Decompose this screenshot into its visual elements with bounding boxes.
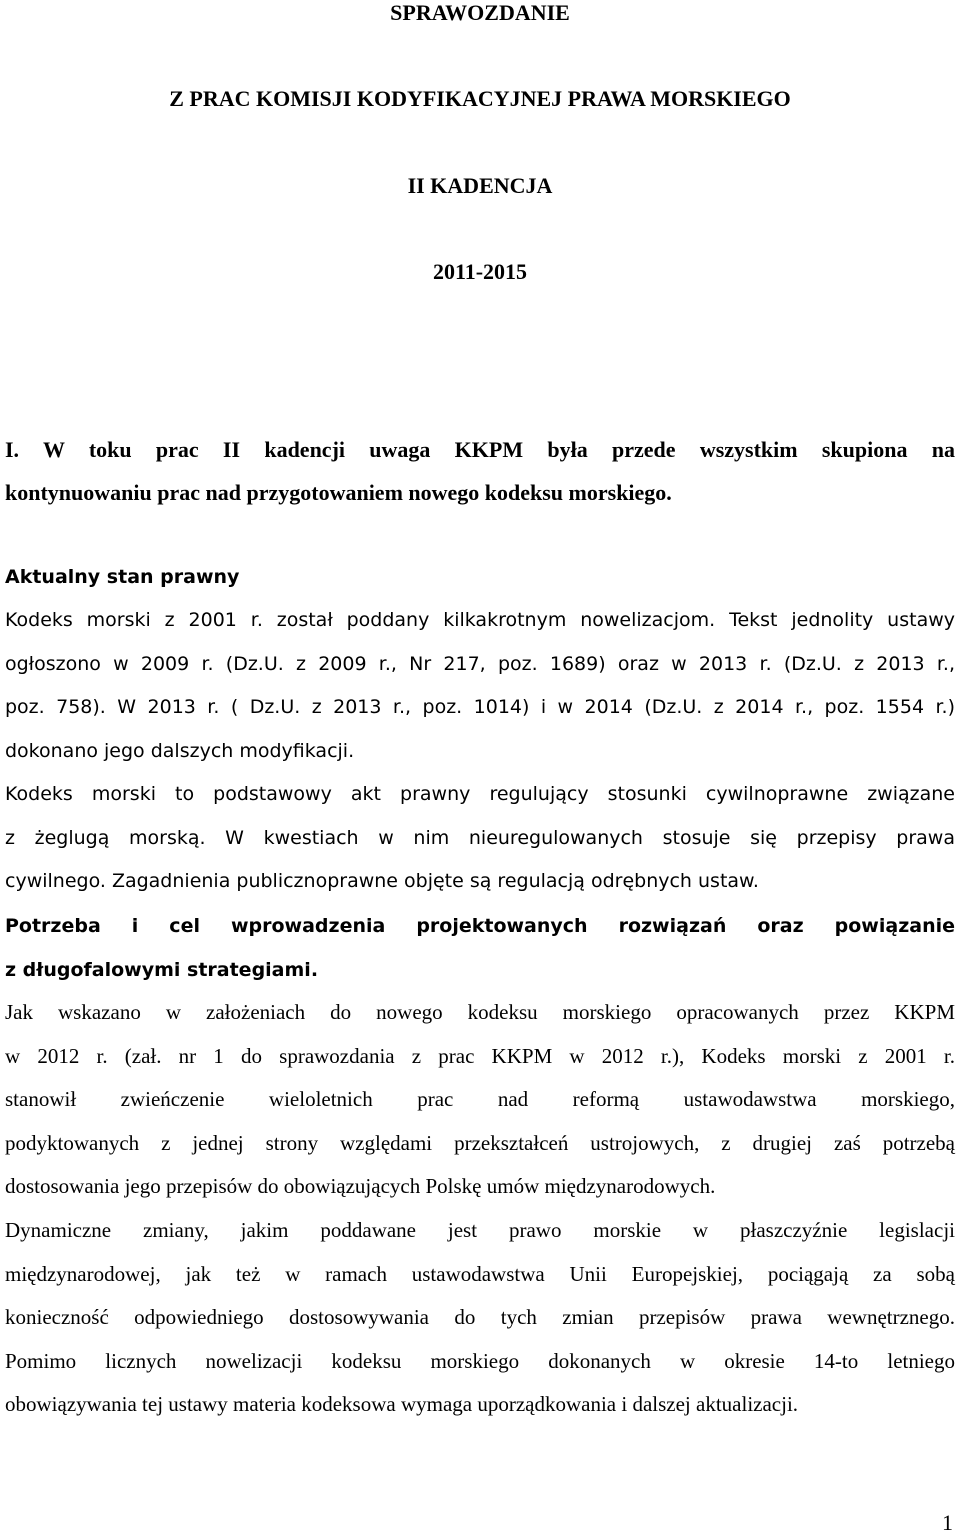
intro-line-1: I. W toku prac II kadencji uwaga KKPM była przede wszystkim skupiona na — [5, 437, 955, 462]
section-heading-legal-status: Aktualny stan prawny — [5, 566, 240, 588]
body-line: międzynarodowej, jak też w ramach ustawodawstwa Unii Europejskiej, pociągają za sobą — [5, 1261, 955, 1286]
body-line: konieczność odpowiedniego dostosowywania do tych zmian przepisów prawa wewnętrznego. — [5, 1305, 955, 1330]
intro-line-2: kontynuowaniu prac nad przygotowaniem nowego kodeksu morskiego. — [5, 480, 672, 505]
body-line: Jak wskazano w założeniach do nowego kodeksu morskiego opracowanych przez KKPM — [5, 1000, 955, 1024]
body-line: Pomimo licznych nowelizacji kodeksu morskiego dokonanych w okresie 14-to letniego — [5, 1348, 955, 1373]
document-subtitle: Z PRAC KOMISJI KODYFIKACYJNEJ PRAWA MORSKIEGO — [169, 86, 791, 111]
section-purpose-body — [5, 991, 955, 1427]
body-line: ogłoszono w 2009 r. (Dz.U. z 2009 r., Nr 217, poz. 1689) oraz w 2013 r. (Dz.U. z 2013 r., — [5, 652, 955, 675]
page-number: 1 — [942, 1510, 953, 1535]
body-line: poz. 758). W 2013 r. ( Dz.U. z 2013 r., poz. 1014) i w 2014 (Dz.U. z 2014 r., poz. 1554 r.) — [5, 696, 955, 718]
body-line: Kodeks morski z 2001 r. został poddany kilkakrotnym nowelizacjom. Tekst jednolity ustawy — [5, 609, 955, 631]
document-term: II KADENCJA — [407, 173, 553, 198]
body-line: z żeglugą morską. W kwestiach w nim nieuregulowanych stosuje się przepisy prawa — [5, 826, 955, 849]
body-line: cywilnego. Zagadnienia publicznoprawne objęte są regulacją odrębnych ustaw. — [5, 870, 759, 892]
body-line: w 2012 r. (zał. nr 1 do sprawozdania z prac KKPM w 2012 r.), Kodeks morski z 2001 r. — [5, 1043, 955, 1068]
body-line: podyktowanych z jednej strony względami przekształceń ustrojowych, z drugiej zaś potrzebą — [5, 1130, 955, 1155]
document-years: 2011-2015 — [432, 259, 528, 284]
body-line: dostosowania jego przepisów do obowiązujących Polskę umów międzynarodowych. — [5, 1174, 716, 1199]
body-line: obowiązywania tej ustawy materia kodeksowa wymaga uporządkowania i dalszej aktualizacji. — [5, 1392, 799, 1417]
intro-paragraph — [5, 428, 955, 514]
section-legal-status-body — [5, 599, 955, 904]
heading-line-2: z długofalowymi strategiami. — [5, 958, 319, 981]
body-line: stanowił zwieńczenie wieloletnich prac nad reformą ustawodawstwa morskiego, — [5, 1087, 955, 1112]
body-line: Dynamiczne zmiany, jakim poddawane jest prawo morskie w płaszczyźnie legislacji — [5, 1217, 955, 1242]
body-line: Kodeks morski to podstawowy akt prawny regulujący stosunki cywilnoprawne związane — [5, 783, 955, 805]
heading-line-1: Potrzeba i cel wprowadzenia projektowanych rozwiązań oraz powiązanie — [5, 915, 955, 937]
document-title: SPRAWOZDANIE — [390, 0, 570, 25]
section-heading-purpose — [5, 905, 955, 992]
body-line: dokonano jego dalszych modyfikacji. — [5, 739, 355, 762]
